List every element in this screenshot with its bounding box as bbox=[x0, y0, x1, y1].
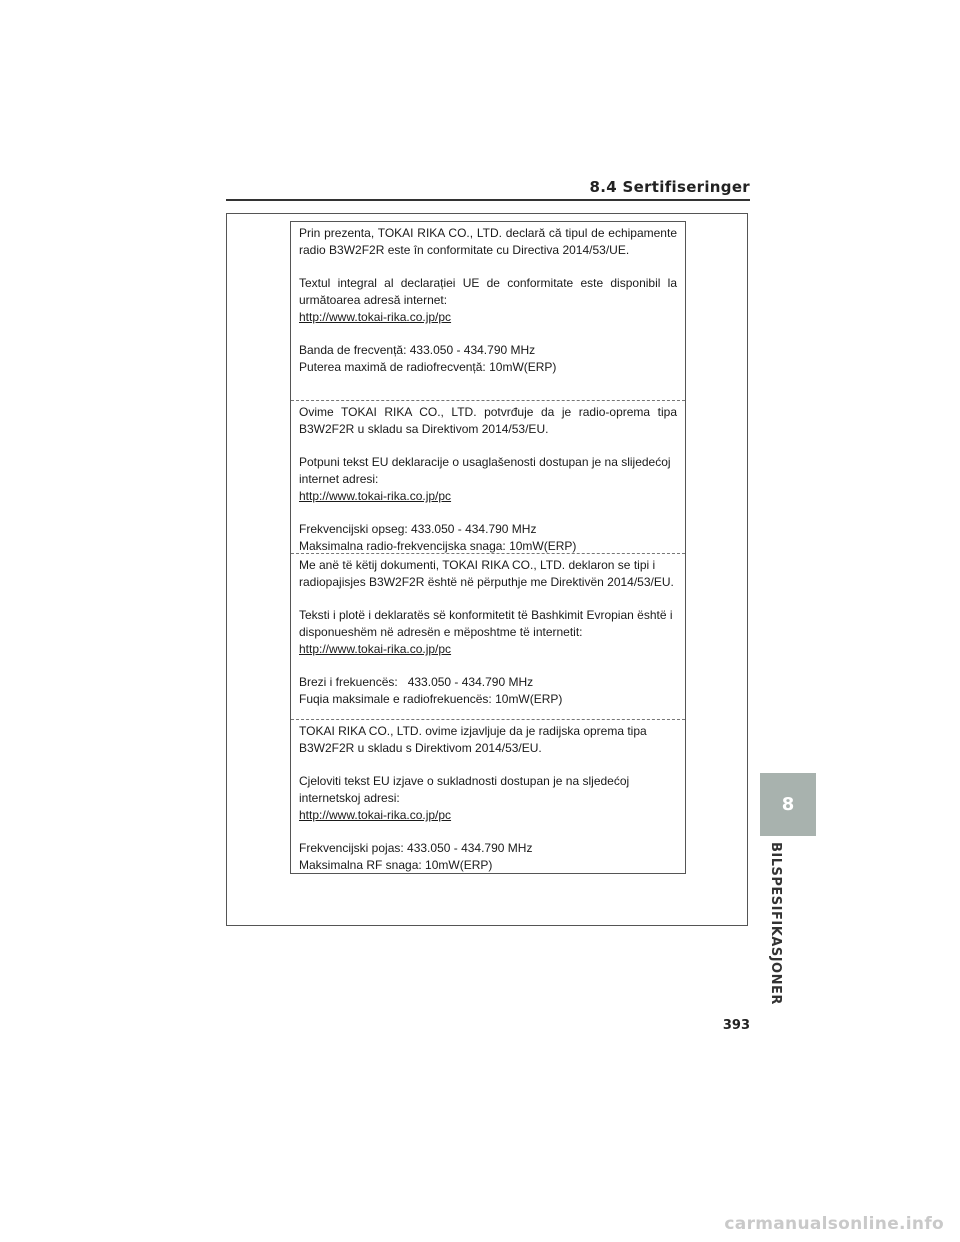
notice-block-serbian bbox=[291, 400, 685, 555]
power-line: Maksimalna radio-frekvencijska snaga: 10mW(ERP) bbox=[299, 539, 577, 553]
chapter-name: BILSPESIFIKASJONER bbox=[768, 842, 783, 1005]
power-line: Puterea maximă de radiofrecvență: 10mW(ERP) bbox=[299, 360, 557, 374]
declaration-link[interactable]: http://www.tokai-rika.co.jp/pc bbox=[299, 489, 452, 503]
declaration-link[interactable]: http://www.tokai-rika.co.jp/pc bbox=[299, 642, 452, 656]
section-title: 8.4 Sertifiseringer bbox=[589, 178, 750, 196]
declaration-paragraph: Ovime TOKAI RIKA CO., LTD. potvrđuje da je radio-oprema tipa B3W2F2R u skladu sa Direktivom 2014/53/EU. bbox=[299, 405, 677, 436]
power-line: Maksimalna RF snaga: 10mW(ERP) bbox=[299, 858, 493, 872]
chapter-number: 8 bbox=[781, 794, 795, 815]
frequency-line: Banda de frecvență: 433.050 - 434.790 MHz bbox=[299, 343, 536, 357]
power-line: Fuqia maksimale e radiofrekuencës: 10mW(ERP) bbox=[299, 692, 563, 706]
declaration-link[interactable]: http://www.tokai-rika.co.jp/pc bbox=[299, 310, 452, 324]
notice-block-croatian bbox=[291, 719, 685, 874]
availability-paragraph: Textul integral al declarației UE de conformitate este disponibil la următoarea adresă internet: bbox=[299, 276, 677, 307]
notice-block-albanian bbox=[291, 553, 685, 708]
notice-block-romanian bbox=[291, 222, 685, 376]
declaration-paragraph: Me anë të këtij dokumenti, TOKAI RIKA CO., LTD. deklaron se tipi i radiopajisjes B3W2F2R është në përputhje me Direktivën 2014/53/EU. bbox=[299, 558, 674, 589]
availability-paragraph: Teksti i plotë i deklaratës së konformitetit të Bashkimit Evropian është i disponueshëm në adresën e mëposhtme të internetit: bbox=[299, 608, 673, 639]
declaration-paragraph: Prin prezenta, TOKAI RIKA CO., LTD. declară că tipul de echipamente radio B3W2F2R este în conformitate cu Directiva 2014/53/UE. bbox=[299, 226, 677, 257]
frequency-line: Frekvencijski opseg: 433.050 - 434.790 MHz bbox=[299, 522, 537, 536]
frequency-line: Frekvencijski pojas: 433.050 - 434.790 MHz bbox=[299, 841, 533, 855]
chapter-tab[interactable] bbox=[760, 773, 816, 836]
page-number: 393 bbox=[722, 1018, 750, 1033]
declaration-paragraph: TOKAI RIKA CO., LTD. ovime izjavljuje da je radijska oprema tipa B3W2F2R u skladu s Direktivom 2014/53/EU. bbox=[299, 724, 647, 755]
watermark: carmanualsonline.info bbox=[724, 1214, 944, 1234]
declaration-link[interactable]: http://www.tokai-rika.co.jp/pc bbox=[299, 808, 452, 822]
certification-notice-box bbox=[290, 221, 686, 874]
frequency-line: Brezi i frekuencës: 433.050 - 434.790 MHz bbox=[299, 675, 534, 689]
availability-paragraph: Cjeloviti tekst EU izjave o sukladnosti dostupan je na sljedećoj internetskoj adresi: bbox=[299, 774, 630, 805]
availability-paragraph: Potpuni tekst EU deklaracije o usaglašenosti dostupan je na slijedećoj internet adresi: bbox=[299, 455, 671, 486]
header-divider bbox=[226, 199, 750, 201]
